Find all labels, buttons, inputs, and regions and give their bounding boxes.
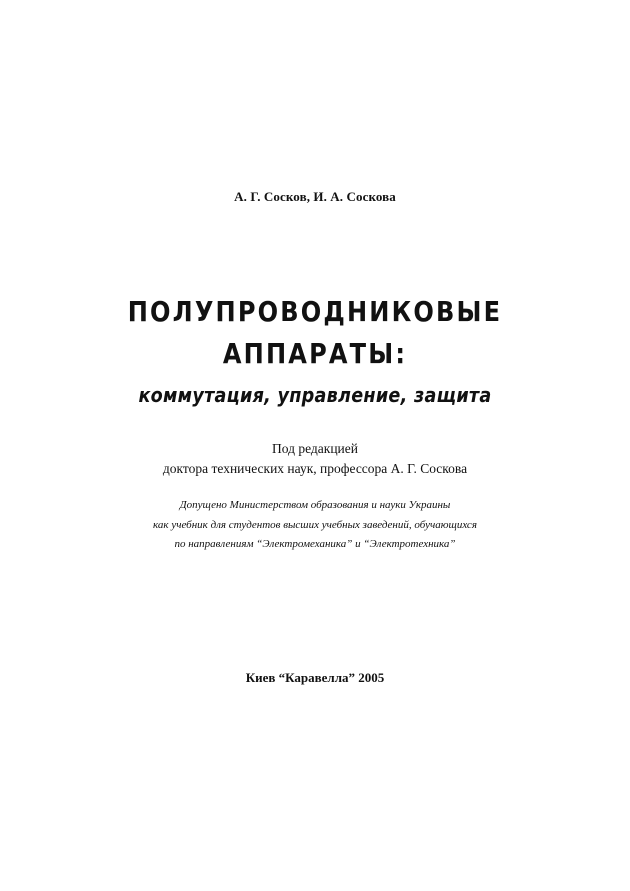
approval-line-1: Допущено Министерством образования и науки Украины [179, 499, 451, 511]
authors: А. Г. Сосков, И. А. Соскова [234, 189, 396, 204]
book-title-line-1: ПОЛУПРОВОДНИКОВЫЕ [127, 295, 503, 328]
approval-line-2: как учебник для студентов высших учебных заведений, обучающихся [153, 519, 477, 531]
editor-label: Под редакцией [271, 441, 358, 456]
approval-line-3: по направлениям “Электромеханика” и “Электротехника” [174, 538, 456, 550]
publisher-imprint: Киев “Каравелла” 2005 [245, 670, 385, 685]
book-subtitle: коммутация, управление, защита [138, 383, 492, 407]
book-title-line-2: АППАРАТЫ: [222, 337, 408, 370]
editor-name: доктора технических наук, профессора А. Г. Соскова [162, 461, 468, 476]
